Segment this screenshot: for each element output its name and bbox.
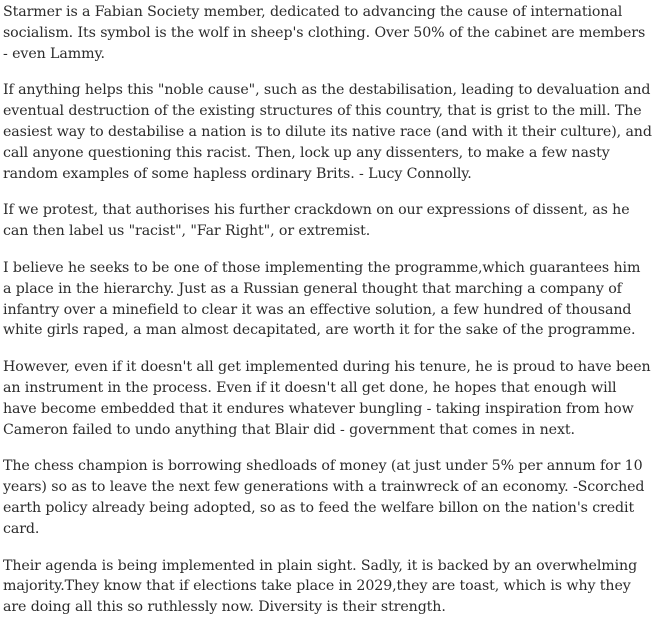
comment-paragraph-1: Starmer is a Fabian Society member, dedicated to advancing the cause of international socialism. Its symbol is the wolf in sheep's clothing. Over 50% of the cabinet are members - even Lammy.	[3, 4, 646, 62]
comment-paragraph-5: However, even if it doesn't all get implemented during his tenure, he is proud to have been an instrument in the process. Even if it doesn't all get done, he hopes that enough will have become embedded that it endures whatever bungling - taking inspiration from how Cameron failed to undo anything that Blair did - government that comes in next.	[3, 359, 651, 438]
comment-paragraph-7: Their agenda is being implemented in plain sight. Sadly, it is backed by an overwhelming majority.They know that if elections take place in 2029,they are toast, which is why they are doing all this so ruthlessly now. Diversity is their strength.	[3, 557, 638, 616]
comment-paragraph-4: I believe he seeks to be one of those implementing the programme,which guarantees him a place in the hierarchy. Just as a Russian general thought that marching a company of infantry over a minefield to clear it was an effective solution, a few hundred of thousand white girls raped, a man almost decapitated, are worth it for the sake of the programme.	[3, 259, 641, 339]
comment-body	[3, 2, 653, 634]
comment-paragraph-2: If anything helps this "noble cause", such as the destabilisation, leading to devaluation and eventual destruction of the existing structures of this country, that is grist to the mill. The easiest way to destabilise a nation is to dilute its native race (and with it their culture), and call anyone questioning this racist. Then, lock up any dissenters, to make a few nasty random examples of some hapless ordinary Brits. - Lucy Connolly.	[3, 82, 652, 182]
comment-paragraph-6: The chess champion is borrowing shedloads of money (at just under 5% per annum for 10 years) so as to leave the next few generations with a trainwreck of an economy. -Scorched earth policy already being adopted, so as to feed the welfare billon on the nation's credit card.	[3, 458, 645, 537]
comment-paragraph-3: If we protest, that authorises his further crackdown on our expressions of dissent, as he can then label us "racist", "Far Right", or extremist.	[3, 202, 630, 240]
